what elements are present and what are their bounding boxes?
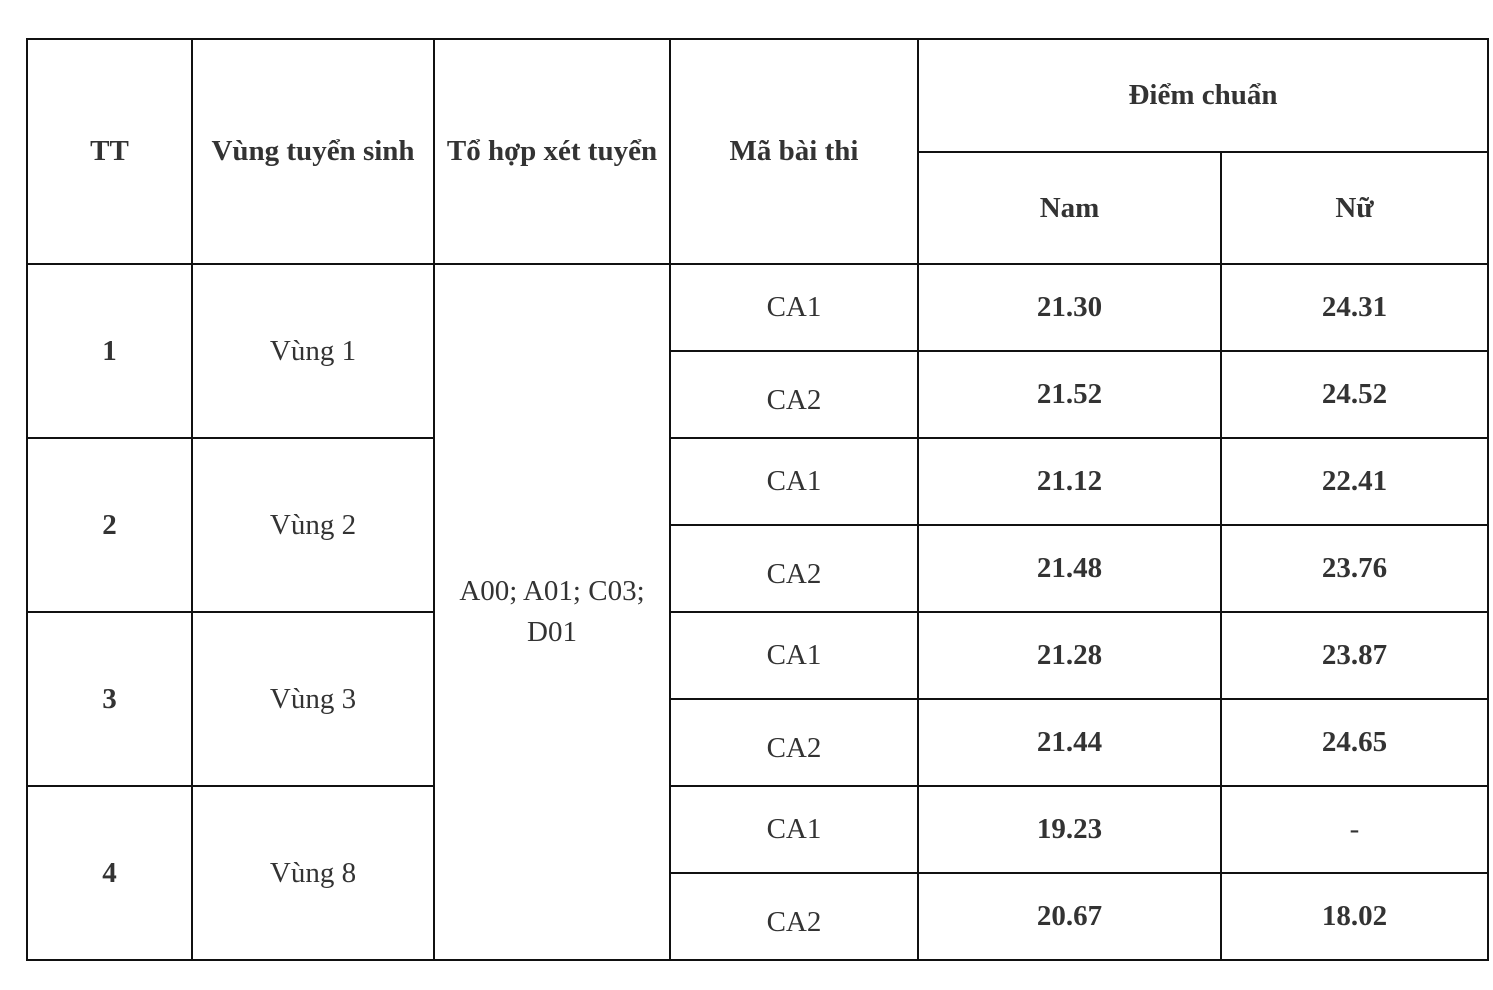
cell-tt: 1 [27,264,192,438]
header-nu: Nữ [1221,152,1488,264]
cell-vung: Vùng 3 [192,612,434,786]
table-row [27,264,1488,351]
cell-diem-nu: - [1221,786,1488,873]
admission-score-table [26,38,1489,961]
cell-vung: Vùng 2 [192,438,434,612]
header-vung-tuyen-sinh: Vùng tuyển sinh [192,39,434,264]
table-row [27,438,1488,525]
cell-diem-nu: 18.02 [1221,873,1488,960]
cell-diem-nu: 24.65 [1221,699,1488,786]
cell-diem-nam: 21.30 [918,264,1221,351]
header-nam: Nam [918,152,1221,264]
table-row [27,786,1488,873]
cell-ma-bai-thi: CA2 [670,873,918,960]
cell-tt: 4 [27,786,192,960]
cell-vung: Vùng 8 [192,786,434,960]
cell-tt: 2 [27,438,192,612]
cell-diem-nu: 23.87 [1221,612,1488,699]
cell-ma-bai-thi: CA1 [670,264,918,351]
cell-to-hop: A00; A01; C03; D01 [434,264,670,960]
cell-diem-nam: 21.12 [918,438,1221,525]
cell-diem-nam: 21.52 [918,351,1221,438]
table-row [27,612,1488,699]
cell-diem-nam: 20.67 [918,873,1221,960]
cell-diem-nu: 24.31 [1221,264,1488,351]
cell-diem-nu: 22.41 [1221,438,1488,525]
cell-diem-nu: 23.76 [1221,525,1488,612]
cell-ma-bai-thi: CA2 [670,525,918,612]
cell-diem-nam: 19.23 [918,786,1221,873]
cell-diem-nam: 21.48 [918,525,1221,612]
cell-diem-nam: 21.44 [918,699,1221,786]
cell-diem-nam: 21.28 [918,612,1221,699]
cell-ma-bai-thi: CA2 [670,699,918,786]
cell-ma-bai-thi: CA1 [670,786,918,873]
header-diem-chuan: Điểm chuẩn [918,39,1488,152]
cell-ma-bai-thi: CA2 [670,351,918,438]
header-row-top [27,39,1488,152]
cell-ma-bai-thi: CA1 [670,612,918,699]
cell-ma-bai-thi: CA1 [670,438,918,525]
cell-vung: Vùng 1 [192,264,434,438]
cell-tt: 3 [27,612,192,786]
header-tt: TT [27,39,192,264]
header-to-hop-xet-tuyen: Tổ hợp xét tuyển [434,39,670,264]
cell-diem-nu: 24.52 [1221,351,1488,438]
header-ma-bai-thi: Mã bài thi [670,39,918,264]
